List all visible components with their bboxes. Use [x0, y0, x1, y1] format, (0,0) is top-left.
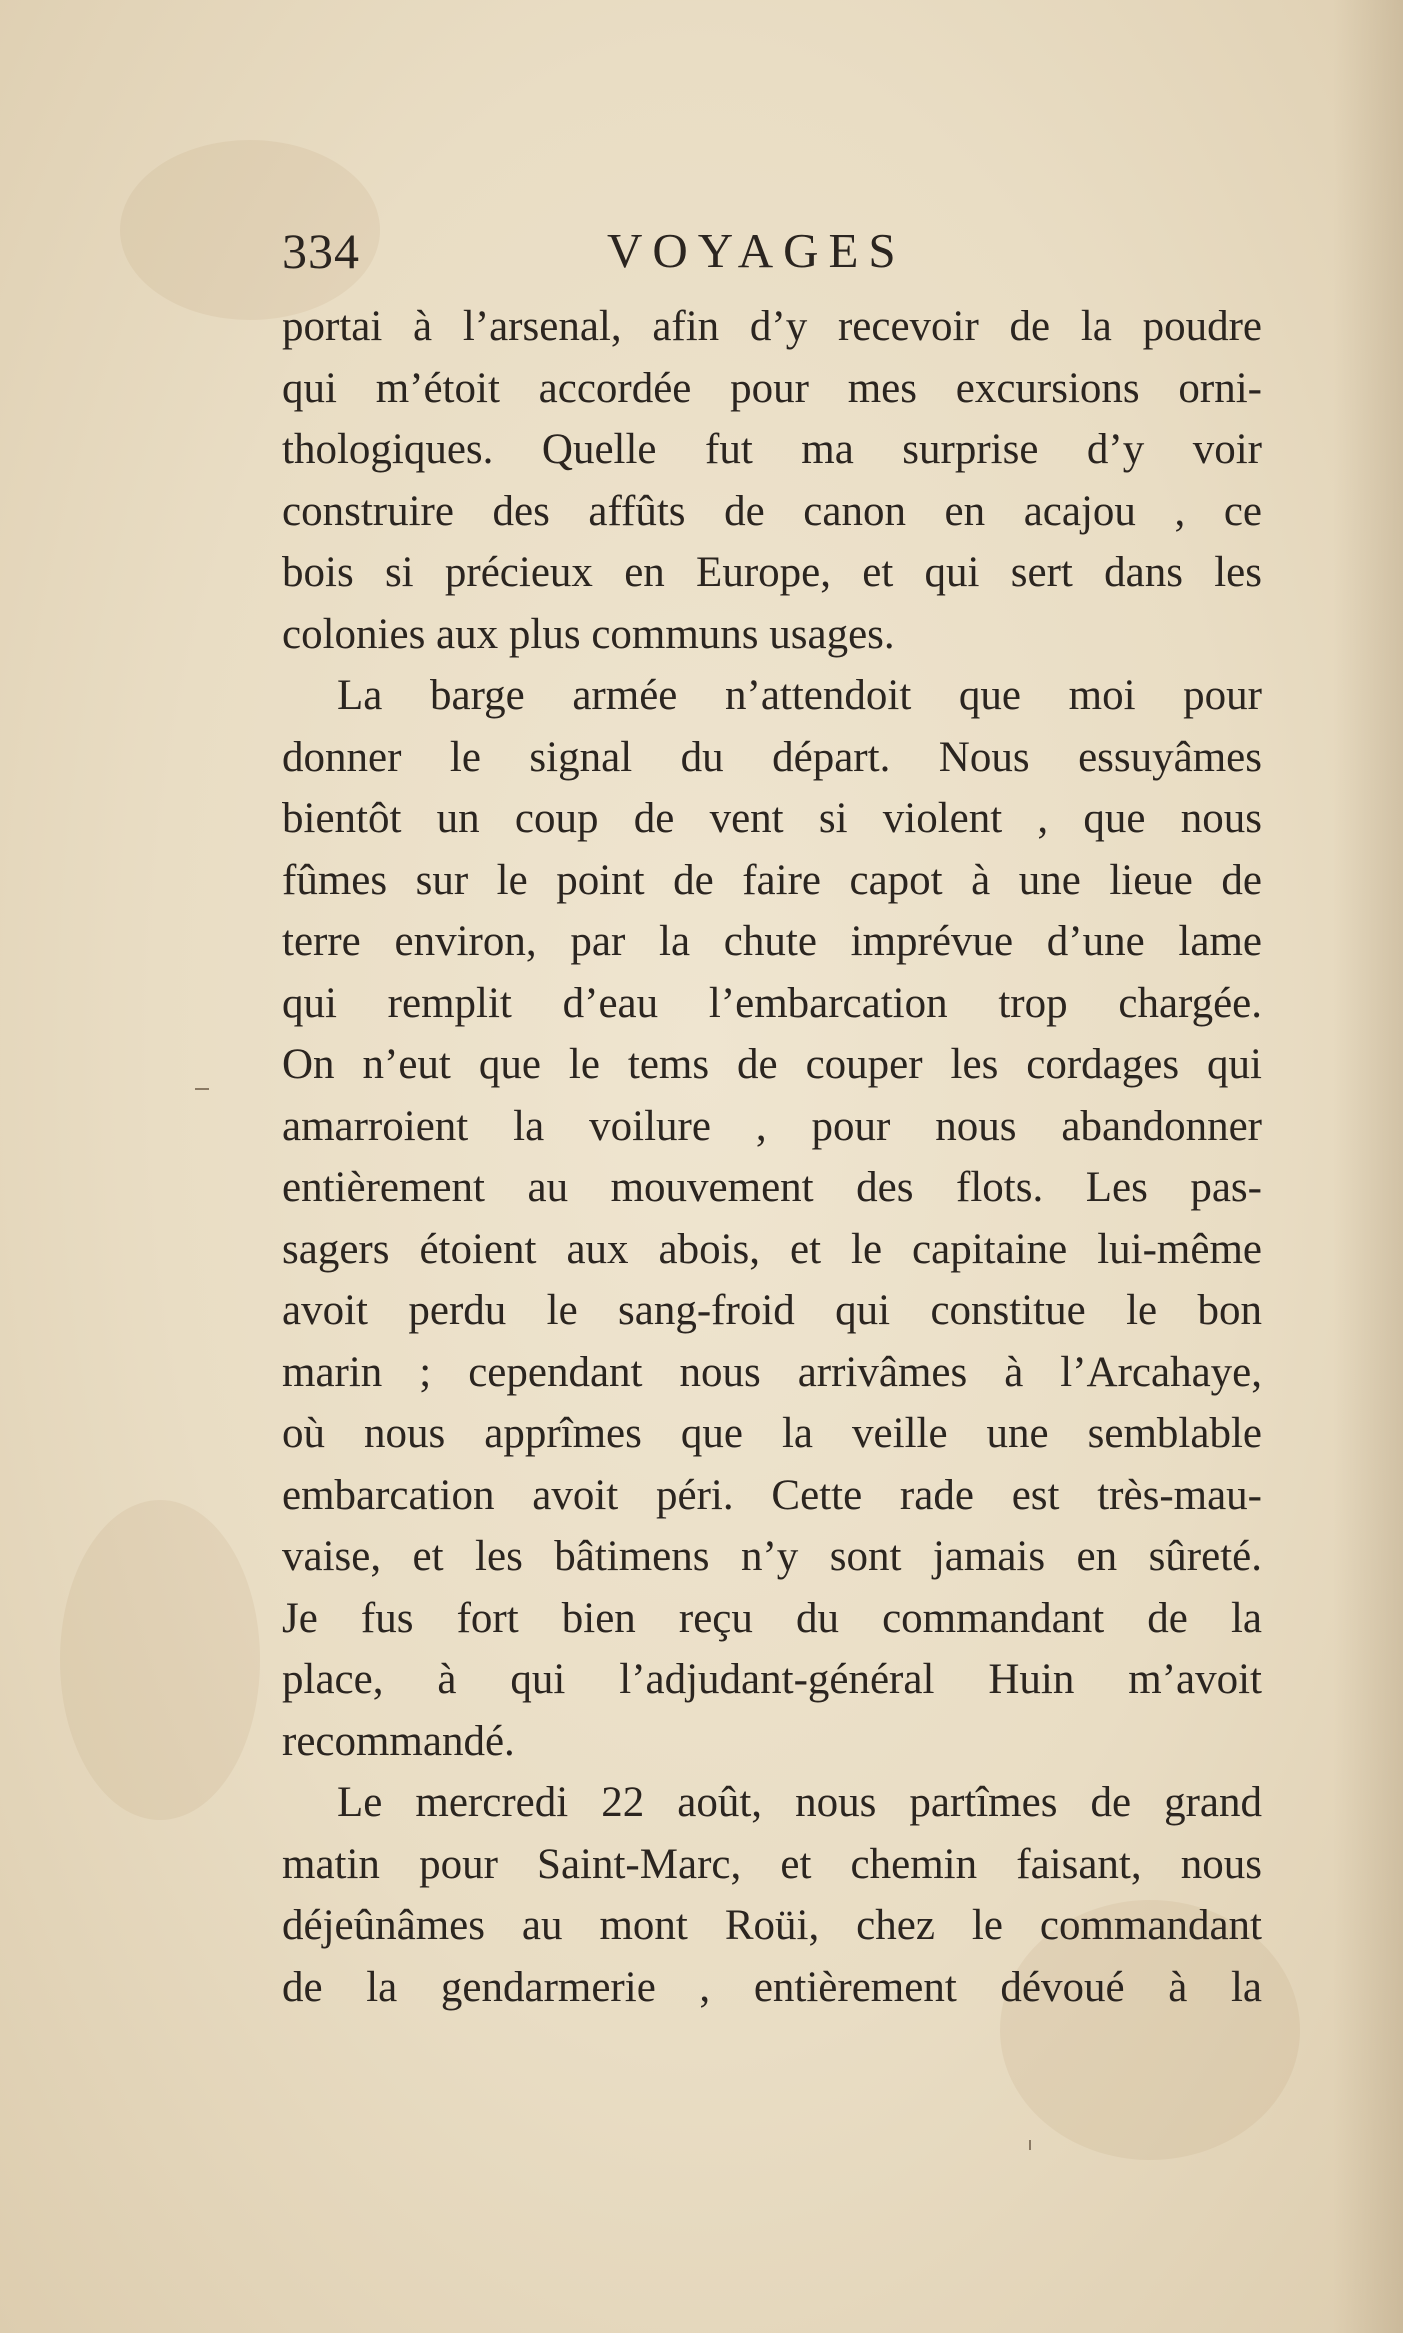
- text-line: qui remplit d’eau l’embarcation trop chargée.: [282, 979, 1262, 1027]
- text-line: donner le signal du départ. Nous essuyâmes: [282, 733, 1262, 781]
- text-line: embarcation avoit péri. Cette rade est très-mau-: [282, 1471, 1262, 1519]
- text-line: amarroient la voilure , pour nous abandonner: [282, 1102, 1262, 1150]
- text-line: place, à qui l’adjudant-général Huin m’avoit: [282, 1656, 1262, 1703]
- running-head: VOYAGES: [607, 223, 906, 278]
- text-line: qui m’étoit accordée pour mes excursions orni-: [282, 364, 1262, 412]
- margin-mark: [1029, 2140, 1031, 2150]
- text-line: thologiques. Quelle fut ma surprise d’y voir: [282, 426, 1262, 473]
- text-line: entièrement au mouvement des flots. Les pas-: [282, 1164, 1262, 1211]
- text-line: déjeûnâmes au mont Roüi, chez le commandant: [282, 1902, 1262, 1949]
- text-line: vaise, et les bâtimens n’y sont jamais en sûreté.: [282, 1533, 1262, 1580]
- text-line: colonies aux plus communs usages.: [282, 610, 895, 658]
- text-line: matin pour Saint-Marc, et chemin faisant, nous: [282, 1840, 1262, 1888]
- text-line: Le mercredi 22 août, nous partîmes de grand: [337, 1779, 1262, 1826]
- text-line: de la gendarmerie , entièrement dévoué à la: [282, 1963, 1262, 2011]
- paper-stain: [60, 1500, 260, 1820]
- page-edge-shadow: [1333, 0, 1403, 2333]
- text-line: portai à l’arsenal, afin d’y recevoir de la poudre: [282, 303, 1262, 350]
- text-line: recommandé.: [282, 1717, 515, 1765]
- text-line: marin ; cependant nous arrivâmes à l’Arcahaye,: [282, 1348, 1262, 1396]
- text-line: bois si précieux en Europe, et qui sert dans les: [282, 549, 1262, 596]
- text-line: construire des affûts de canon en acajou , ce: [282, 487, 1262, 535]
- text-line: bientôt un coup de vent si violent , que nous: [282, 795, 1262, 842]
- text-line: avoit perdu le sang-froid qui constitue le bon: [282, 1287, 1262, 1334]
- body-text: [282, 296, 1262, 2018]
- page-header: [282, 222, 1262, 292]
- text-line: On n’eut que le tems de couper les cordages qui: [282, 1041, 1262, 1088]
- page-number: 334: [282, 223, 360, 279]
- margin-mark: [195, 1088, 209, 1090]
- text-line: terre environ, par la chute imprévue d’une lame: [282, 918, 1262, 965]
- text-line: sagers étoient aux abois, et le capitaine lui-même: [282, 1225, 1262, 1273]
- text-line: où nous apprîmes que la veille une semblable: [282, 1410, 1262, 1457]
- text-line: Je fus fort bien reçu du commandant de la: [282, 1594, 1262, 1642]
- text-line: La barge armée n’attendoit que moi pour: [337, 672, 1262, 719]
- text-line: fûmes sur le point de faire capot à une lieue de: [282, 856, 1262, 904]
